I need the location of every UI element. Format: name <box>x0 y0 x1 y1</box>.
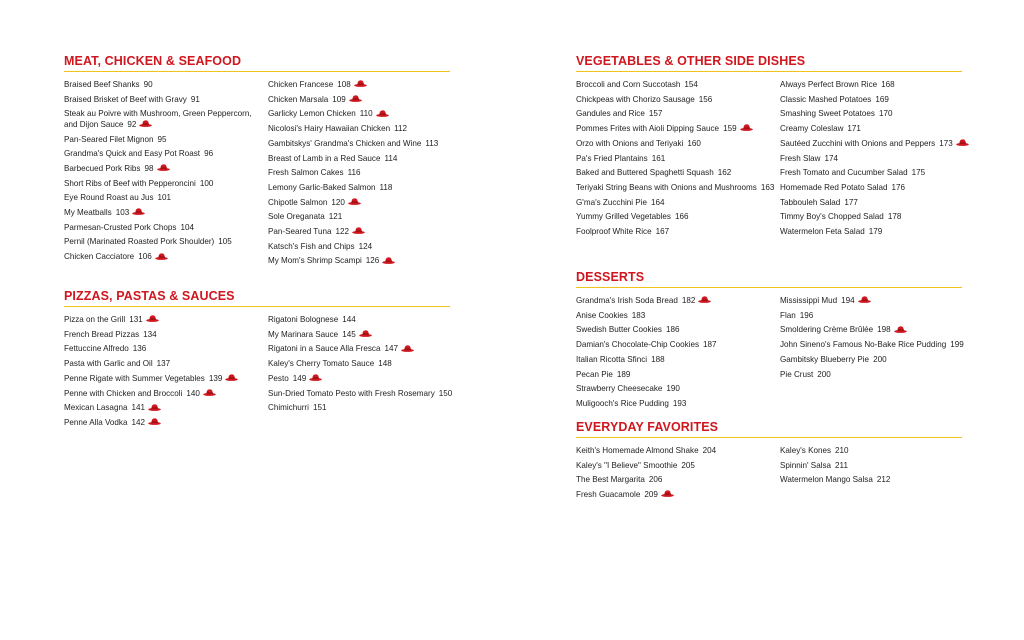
recipe-name: Timmy Boy's Chopped Salad <box>780 212 884 222</box>
page-number: 150 <box>438 388 453 398</box>
recipe-name: Fresh Slaw <box>780 153 821 163</box>
recipe-entry <box>780 95 980 105</box>
recipe-column <box>780 446 980 490</box>
recipe-entry <box>780 340 980 350</box>
recipe-entry <box>576 355 776 365</box>
recipe-name: My Mom's Shrimp Scampi <box>268 256 362 266</box>
red-hat-icon <box>401 345 414 352</box>
recipe-entry <box>268 212 468 222</box>
page-number: 210 <box>835 446 849 455</box>
red-hat-icon <box>146 315 159 322</box>
recipe-entry <box>780 370 980 380</box>
section-title: DESSERTS <box>576 270 962 288</box>
red-hat-icon <box>155 253 168 260</box>
recipe-name: Braised Brisket of Beef with Gravy <box>64 94 187 104</box>
recipe-name: Foolproof White Rice <box>576 227 652 237</box>
page-number: 149 <box>292 373 307 383</box>
recipe-entry <box>576 475 776 485</box>
recipe-entry <box>780 446 980 456</box>
recipe-name: Chickpeas with Chorizo Sausage <box>576 94 695 104</box>
recipe-name: Rigatoni in a Sauce Alla Fresca <box>268 344 381 354</box>
recipe-entry <box>576 446 776 456</box>
red-hat-icon <box>309 374 322 381</box>
page-number: 154 <box>684 80 698 89</box>
recipe-name: Gambitskys' Grandma's Chicken and Wine <box>268 138 422 148</box>
page-number: 161 <box>651 153 666 163</box>
recipe-name: Chicken Marsala <box>268 94 329 104</box>
recipe-name: Swedish Butter Cookies <box>576 325 662 335</box>
page-number: 211 <box>835 460 848 470</box>
recipe-name: Chicken Cacciatore <box>64 252 135 262</box>
page-number: 212 <box>876 475 891 485</box>
page-number: 108 <box>337 80 351 89</box>
recipe-name: Kaley's Cherry Tomato Sauce <box>268 359 375 369</box>
red-hat-icon <box>352 227 365 234</box>
page-number: 178 <box>887 212 902 222</box>
recipe-name: Spinnin' Salsa <box>780 460 832 470</box>
recipe-entry <box>576 95 776 105</box>
page-number: 112 <box>394 124 408 134</box>
recipe-name: Penne with Chicken and Broccoli <box>64 388 183 398</box>
recipe-name: Rigatoni Bolognese <box>268 315 339 324</box>
page-number: 164 <box>651 197 665 207</box>
recipe-name: Sole Oreganata <box>268 212 325 222</box>
recipe-entry <box>268 359 468 369</box>
recipe-entry <box>268 330 468 340</box>
page-number: 121 <box>328 212 343 222</box>
page-number: 193 <box>672 398 687 408</box>
red-hat-icon <box>894 326 907 333</box>
recipe-entry <box>576 490 776 500</box>
recipe-name: Penne Rigate with Summer Vegetables <box>64 373 205 383</box>
recipe-name: Braised Beef Shanks <box>64 80 140 89</box>
recipe-entry <box>268 315 468 325</box>
recipe-entry <box>576 296 776 306</box>
page-number: 114 <box>384 153 398 163</box>
page-number: 189 <box>616 369 631 379</box>
recipe-entry <box>576 168 776 178</box>
page-number: 206 <box>648 475 663 485</box>
red-hat-icon <box>698 296 711 303</box>
page-number: 100 <box>199 178 214 188</box>
recipe-entry <box>780 80 980 90</box>
page-number: 188 <box>651 354 665 364</box>
page-number: 204 <box>702 446 717 455</box>
page-number: 162 <box>717 168 732 178</box>
recipe-entry <box>268 389 468 399</box>
page-number: 183 <box>631 310 646 320</box>
page-number: 160 <box>687 138 701 148</box>
recipe-entry <box>576 198 776 208</box>
recipe-name: Pan-Seared Filet Mignon <box>64 134 154 144</box>
page-number: 101 <box>157 193 172 203</box>
recipe-entry <box>576 311 776 321</box>
recipe-name: Parmesan-Crusted Pork Chops <box>64 222 177 232</box>
section-vegetables <box>576 54 962 237</box>
recipe-entry <box>268 242 468 252</box>
recipe-name: John Sineno's Famous No-Bake Rice Pudding <box>780 340 947 350</box>
red-hat-icon <box>139 120 152 127</box>
recipe-name: G'ma's Zucchini Pie <box>576 197 648 207</box>
page-number: 105 <box>218 237 232 247</box>
page-number: 126 <box>365 256 380 266</box>
recipe-entry <box>64 164 264 174</box>
recipe-entry <box>780 168 980 178</box>
page-number: 186 <box>665 325 680 335</box>
recipe-column <box>268 80 468 271</box>
recipe-name: Smoldering Crème Brûlée <box>780 325 874 335</box>
recipe-entry <box>64 359 264 369</box>
recipe-name: Pernil (Marinated Roasted Pork Shoulder) <box>64 237 215 247</box>
red-hat-icon <box>348 198 361 205</box>
page-number: 151 <box>312 403 327 413</box>
page-number: 209 <box>644 490 658 500</box>
recipe-entry <box>576 461 776 471</box>
recipe-entry <box>576 384 776 394</box>
recipe-entry <box>268 124 468 134</box>
page-number: 147 <box>384 344 398 354</box>
section-pizzas <box>64 289 453 427</box>
page-number: 120 <box>331 197 345 207</box>
recipe-entry <box>64 80 264 90</box>
page-number: 122 <box>335 227 349 237</box>
recipe-name: Damian's Chocolate-Chip Cookies <box>576 340 700 350</box>
red-hat-icon <box>661 490 674 497</box>
recipe-column <box>64 315 264 433</box>
recipe-entry <box>64 193 264 203</box>
page-number: 109 <box>332 94 346 104</box>
recipe-entry <box>780 296 980 306</box>
recipe-entry <box>268 80 468 90</box>
recipe-name: Barbecued Pork Ribs <box>64 163 141 173</box>
page-number: 124 <box>358 241 373 251</box>
recipe-name: Flan <box>780 310 796 320</box>
recipe-name: Sautéed Zucchini with Onions and Peppers <box>780 138 936 148</box>
page-number: 171 <box>847 124 861 134</box>
page-number: 141 <box>131 403 145 413</box>
recipe-entry <box>64 149 264 159</box>
recipe-name: Steak au Poivre with Mushroom, Green Peppercorn, and Dijon Sauce <box>64 109 252 129</box>
recipe-name: Muligooch's Rice Pudding <box>576 398 669 408</box>
recipe-entry <box>268 154 468 164</box>
recipe-entry <box>576 227 776 237</box>
section-title: VEGETABLES & OTHER SIDE DISHES <box>576 54 962 72</box>
recipe-entry <box>780 325 980 335</box>
page-number: 167 <box>655 227 670 237</box>
recipe-name: Keith's Homemade Almond Shake <box>576 446 699 455</box>
recipe-entry <box>64 208 264 218</box>
page-number: 145 <box>342 329 356 339</box>
recipe-column <box>576 296 776 414</box>
recipe-name: Italian Ricotta Sfinci <box>576 354 648 364</box>
recipe-name: My Marinara Sauce <box>268 329 339 339</box>
page-number: 140 <box>186 388 200 398</box>
recipe-name: Katsch's Fish and Chips <box>268 241 355 251</box>
page-number: 92 <box>127 119 137 129</box>
recipe-entry <box>780 154 980 164</box>
recipe-name: Fettuccine Alfredo <box>64 344 129 354</box>
recipe-name: Chipotle Salmon <box>268 197 328 207</box>
page-number: 95 <box>157 134 167 144</box>
recipe-name: Kaley's Kones <box>780 446 832 455</box>
page-number: 179 <box>868 227 883 237</box>
recipe-entry <box>64 418 264 428</box>
recipe-column <box>64 80 264 267</box>
recipe-name: Pesto <box>268 373 289 383</box>
recipe-entry <box>64 95 264 105</box>
recipe-entry <box>780 198 980 208</box>
recipe-name: Short Ribs of Beef with Pepperoncini <box>64 178 196 188</box>
recipe-entry <box>780 311 980 321</box>
recipe-name: Grandma's Irish Soda Bread <box>576 296 678 305</box>
recipe-entry <box>780 355 980 365</box>
page-number: 142 <box>131 417 145 427</box>
recipe-entry <box>268 168 468 178</box>
page-number: 159 <box>723 124 737 134</box>
recipe-name: Gambitsky Blueberry Pie <box>780 354 870 364</box>
recipe-name: Pie Crust <box>780 369 814 379</box>
recipe-entry <box>576 80 776 90</box>
recipe-entry <box>780 475 980 485</box>
recipe-name: Creamy Coleslaw <box>780 124 844 134</box>
page-number: 169 <box>875 94 889 104</box>
section-title: MEAT, CHICKEN & SEAFOOD <box>64 54 450 72</box>
recipe-name: Smashing Sweet Potatoes <box>780 109 875 119</box>
recipe-name: Fresh Tomato and Cucumber Salad <box>780 168 908 178</box>
page-number: 134 <box>143 329 157 339</box>
recipe-entry <box>64 223 264 233</box>
recipe-name: Baked and Buttered Spaghetti Squash <box>576 168 714 178</box>
recipe-entry <box>576 124 776 134</box>
red-hat-icon <box>858 296 871 303</box>
recipe-name: Yummy Grilled Vegetables <box>576 212 671 222</box>
recipe-column <box>780 80 980 242</box>
page-number: 163 <box>760 182 775 192</box>
recipe-name: The Best Margarita <box>576 475 645 485</box>
page-number: 136 <box>132 344 147 354</box>
recipe-entry <box>576 139 776 149</box>
recipe-entry <box>780 139 980 149</box>
page-number: 148 <box>378 359 392 369</box>
recipe-name: Anise Cookies <box>576 310 628 320</box>
page-number: 103 <box>115 208 130 218</box>
page-number: 131 <box>129 315 143 324</box>
recipe-entry <box>64 403 264 413</box>
recipe-name: Orzo with Onions and Teriyaki <box>576 138 684 148</box>
recipe-entry <box>780 183 980 193</box>
recipe-name: Chicken Francese <box>268 80 334 89</box>
recipe-name: Chimichurri <box>268 403 309 413</box>
page-number: 196 <box>799 310 814 320</box>
red-hat-icon <box>376 110 389 117</box>
recipe-entry <box>780 109 980 119</box>
red-hat-icon <box>354 80 367 87</box>
page-number: 177 <box>844 197 858 207</box>
recipe-entry <box>64 374 264 384</box>
recipe-name: Grandma's Quick and Easy Pot Roast <box>64 149 201 159</box>
recipe-name: Homemade Red Potato Salad <box>780 182 888 192</box>
recipe-name: Eye Round Roast au Jus <box>64 193 154 203</box>
recipe-name: Pasta with Garlic and Oil <box>64 359 153 369</box>
red-hat-icon <box>956 139 969 146</box>
red-hat-icon <box>359 330 372 337</box>
recipe-name: Watermelon Mango Salsa <box>780 475 873 485</box>
recipe-name: Strawberry Cheesecake <box>576 384 663 394</box>
recipe-entry <box>576 109 776 119</box>
page-number: 200 <box>817 369 831 379</box>
recipe-name: Kaley's "I Believe" Smoothie <box>576 460 678 470</box>
recipe-entry <box>64 315 264 325</box>
recipe-name: Pommes Frites with Aioli Dipping Sauce <box>576 124 720 134</box>
page-number: 166 <box>674 212 689 222</box>
recipe-entry <box>64 179 264 189</box>
red-hat-icon <box>382 257 395 264</box>
section-everyday <box>576 420 962 500</box>
recipe-entry <box>268 95 468 105</box>
recipe-name: Fresh Guacamole <box>576 490 641 500</box>
section-meat <box>64 54 450 266</box>
page-number: 190 <box>666 384 680 394</box>
page-number: 176 <box>891 182 906 192</box>
recipe-column <box>780 296 980 384</box>
recipe-name: Mexican Lasagna <box>64 403 128 413</box>
page-number: 106 <box>138 252 152 262</box>
recipe-entry <box>268 109 468 119</box>
recipe-column <box>576 80 776 242</box>
recipe-column <box>268 315 468 418</box>
recipe-entry <box>576 370 776 380</box>
recipe-entry <box>64 344 264 354</box>
recipe-entry <box>576 325 776 335</box>
recipe-entry <box>780 227 980 237</box>
recipe-name: My Meatballs <box>64 208 112 218</box>
section-title: EVERYDAY FAVORITES <box>576 420 962 438</box>
page-number: 170 <box>878 109 893 119</box>
recipe-entry <box>268 344 468 354</box>
page-number: 168 <box>881 80 895 89</box>
page-number: 139 <box>208 373 223 383</box>
recipe-entry <box>64 252 264 262</box>
recipe-name: Mississippi Mud <box>780 296 838 305</box>
page-number: 118 <box>379 182 393 192</box>
recipe-entry <box>268 198 468 208</box>
recipe-name: Pizza on the Grill <box>64 315 126 324</box>
recipe-column <box>576 446 776 505</box>
red-hat-icon <box>740 124 753 131</box>
red-hat-icon <box>225 374 238 381</box>
page-number: 199 <box>950 340 964 350</box>
red-hat-icon <box>148 418 161 425</box>
page-number: 156 <box>698 94 713 104</box>
recipe-name: Always Perfect Brown Rice <box>780 80 878 89</box>
section-title: PIZZAS, PASTAS & SAUCES <box>64 289 450 307</box>
page-number: 91 <box>190 94 200 104</box>
recipe-name: Tabbouleh Salad <box>780 197 841 207</box>
recipe-entry <box>576 154 776 164</box>
red-hat-icon <box>157 164 170 171</box>
recipe-name: Watermelon Feta Salad <box>780 227 865 237</box>
recipe-entry <box>268 183 468 193</box>
recipe-name: Broccoli and Corn Succotash <box>576 80 681 89</box>
recipe-name: Penne Alla Vodka <box>64 417 128 427</box>
recipe-entry <box>64 330 264 340</box>
page-number: 113 <box>425 138 439 148</box>
recipe-entry <box>576 183 776 193</box>
recipe-entry <box>268 139 468 149</box>
recipe-name: Pecan Pie <box>576 369 613 379</box>
recipe-entry <box>576 212 776 222</box>
recipe-name: Gandules and Rice <box>576 109 645 119</box>
page-number: 144 <box>342 315 356 324</box>
page-number: 110 <box>359 109 373 119</box>
page-number: 90 <box>143 80 153 89</box>
recipe-entry <box>268 256 468 266</box>
page-number: 116 <box>347 168 361 178</box>
recipe-entry <box>780 124 980 134</box>
recipe-name: Fresh Salmon Cakes <box>268 168 344 178</box>
recipe-entry <box>268 403 468 413</box>
page-number: 200 <box>873 354 887 364</box>
page-number: 182 <box>681 296 696 305</box>
red-hat-icon <box>132 208 145 215</box>
recipe-name: Pan-Seared Tuna <box>268 227 332 237</box>
section-desserts <box>576 270 964 408</box>
recipe-entry <box>268 227 468 237</box>
recipe-name: Lemony Garlic-Baked Salmon <box>268 182 376 192</box>
recipe-name: Breast of Lamb in a Red Sauce <box>268 153 381 163</box>
page-number: 198 <box>877 325 891 335</box>
red-hat-icon <box>203 389 216 396</box>
page-number: 174 <box>824 153 838 163</box>
recipe-name: Sun-Dried Tomato Pesto with Fresh Rosemary <box>268 388 435 398</box>
recipe-name: Classic Mashed Potatoes <box>780 94 872 104</box>
recipe-entry <box>64 135 264 145</box>
recipe-name: Teriyaki String Beans with Onions and Mushrooms <box>576 182 757 192</box>
page-number: 194 <box>841 296 855 305</box>
recipe-entry <box>780 461 980 471</box>
recipe-entry <box>64 389 264 399</box>
recipe-name: Garlicky Lemon Chicken <box>268 109 356 119</box>
red-hat-icon <box>148 404 161 411</box>
recipe-name: Nicolosi's Hairy Hawaiian Chicken <box>268 124 391 134</box>
page-number: 187 <box>703 340 717 350</box>
recipe-name: French Bread Pizzas <box>64 329 140 339</box>
page-number: 104 <box>180 222 194 232</box>
recipe-entry <box>64 237 264 247</box>
red-hat-icon <box>349 95 362 102</box>
recipe-entry <box>576 399 776 409</box>
page-number: 205 <box>681 460 695 470</box>
page-number: 175 <box>911 168 926 178</box>
recipe-entry <box>780 212 980 222</box>
page-number: 173 <box>939 138 953 148</box>
recipe-entry <box>576 340 776 350</box>
recipe-entry <box>268 374 468 384</box>
page-number: 98 <box>144 163 154 173</box>
recipe-entry <box>64 109 264 130</box>
page-number: 137 <box>156 359 171 369</box>
page-number: 96 <box>204 149 214 159</box>
recipe-name: Pa's Fried Plantains <box>576 153 648 163</box>
page-number: 157 <box>648 109 663 119</box>
